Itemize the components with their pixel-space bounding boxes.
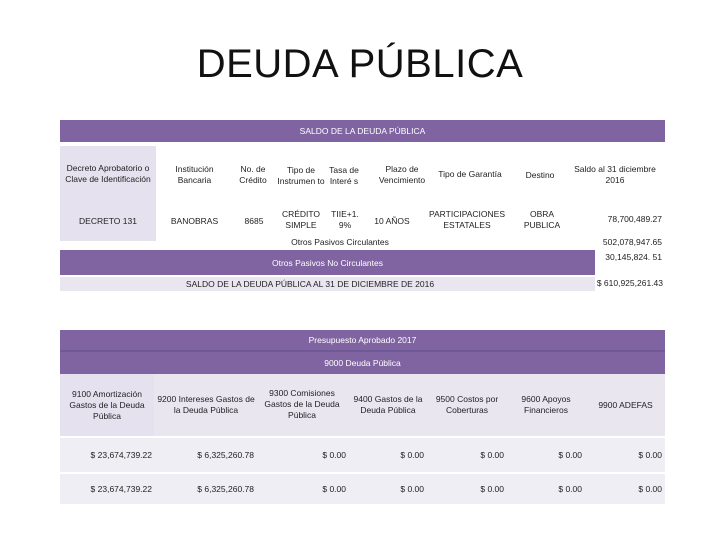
col-9600: 9600 Apoyos Financieros: [521, 394, 571, 415]
col-9100: 9100 Amortización Gastos de la Deuda Pública: [69, 388, 145, 421]
col-9900: 9900 ADEFAS: [598, 399, 653, 410]
col-9300: 9300 Comisiones Gastos de la Deuda Pública: [264, 387, 340, 420]
row-institucion: BANOBRAS: [170, 215, 219, 226]
row1-9600: $ 0.00: [558, 450, 582, 460]
col-header-no-credito: No. de Crédito: [239, 164, 267, 185]
row-decreto: DECRETO 131: [79, 215, 137, 226]
col-header-tasa: Tasa de Interé s: [329, 165, 359, 186]
row2-9600: $ 0.00: [558, 484, 582, 494]
row1-9400: $ 0.00: [400, 450, 424, 460]
col-header-decreto: Decreto Aprobatorio o Clave de Identificación: [65, 163, 151, 184]
col-header-tipo: Tipo de Instrumen to: [277, 165, 325, 186]
row2-9500: $ 0.00: [480, 484, 504, 494]
col-header-garantia: Tipo de Garantía: [438, 168, 502, 179]
row-saldo: 78,700,489.27: [607, 214, 662, 224]
col-9400: 9400 Gastos de la Deuda Pública: [353, 394, 423, 415]
col-header-plazo: Plazo de Vencimiento: [378, 164, 426, 185]
row2-9400: $ 0.00: [400, 484, 424, 494]
otros-no-circulantes-label: Otros Pasivos No Circulantes: [60, 250, 595, 275]
col-header-destino: Destino: [525, 169, 555, 180]
row1-9900: $ 0.00: [638, 450, 662, 460]
row-tasa: TIIE+1. 9%: [331, 209, 359, 230]
budget-header: Presupuesto Aprobado 2017: [60, 330, 665, 350]
page-title: DEUDA PÚBLICA: [196, 42, 524, 86]
row1-9200: $ 6,325,260.78: [197, 450, 254, 460]
row2-9900: $ 0.00: [638, 484, 662, 494]
total-value: $ 610,925,261.43: [596, 278, 663, 288]
row2-9300: $ 0.00: [322, 484, 346, 494]
debt-balance-header: SALDO DE LA DEUDA PÚBLICA: [60, 120, 665, 142]
row-destino: OBRA PUBLICA: [523, 209, 561, 230]
row-no-credito: 8685: [244, 215, 264, 226]
otros-circulantes-label: Otros Pasivos Circulantes: [291, 236, 389, 247]
row-garantia: PARTICIPACIONES ESTATALES: [428, 209, 506, 230]
otros-no-circulantes-value: 30,145,824. 51: [605, 252, 662, 262]
row2-9200: $ 6,325,260.78: [197, 484, 254, 494]
row-tipo: CRÉDITO SIMPLE: [281, 209, 321, 230]
row1-9100: $ 23,674,739.22: [90, 450, 152, 460]
total-label: SALDO DE LA DEUDA PÚBLICA AL 31 DE DICIEMBRE DE 2016: [185, 279, 435, 289]
col-header-saldo: Saldo al 31 diciembre 2016: [574, 164, 656, 185]
row1-9300: $ 0.00: [322, 450, 346, 460]
col-9500: 9500 Costos por Coberturas: [435, 394, 499, 415]
budget-subheader: 9000 Deuda Pública: [60, 352, 665, 374]
row1-9500: $ 0.00: [480, 450, 504, 460]
otros-circulantes-value: 502,078,947.65: [602, 237, 662, 247]
row2-9100: $ 23,674,739.22: [90, 484, 152, 494]
col-header-institucion: Institución Bancaria: [175, 164, 214, 185]
col-9200: 9200 Intereses Gastos de la Deuda Pública: [157, 394, 255, 415]
row-plazo: 10 AÑOS: [374, 215, 410, 226]
